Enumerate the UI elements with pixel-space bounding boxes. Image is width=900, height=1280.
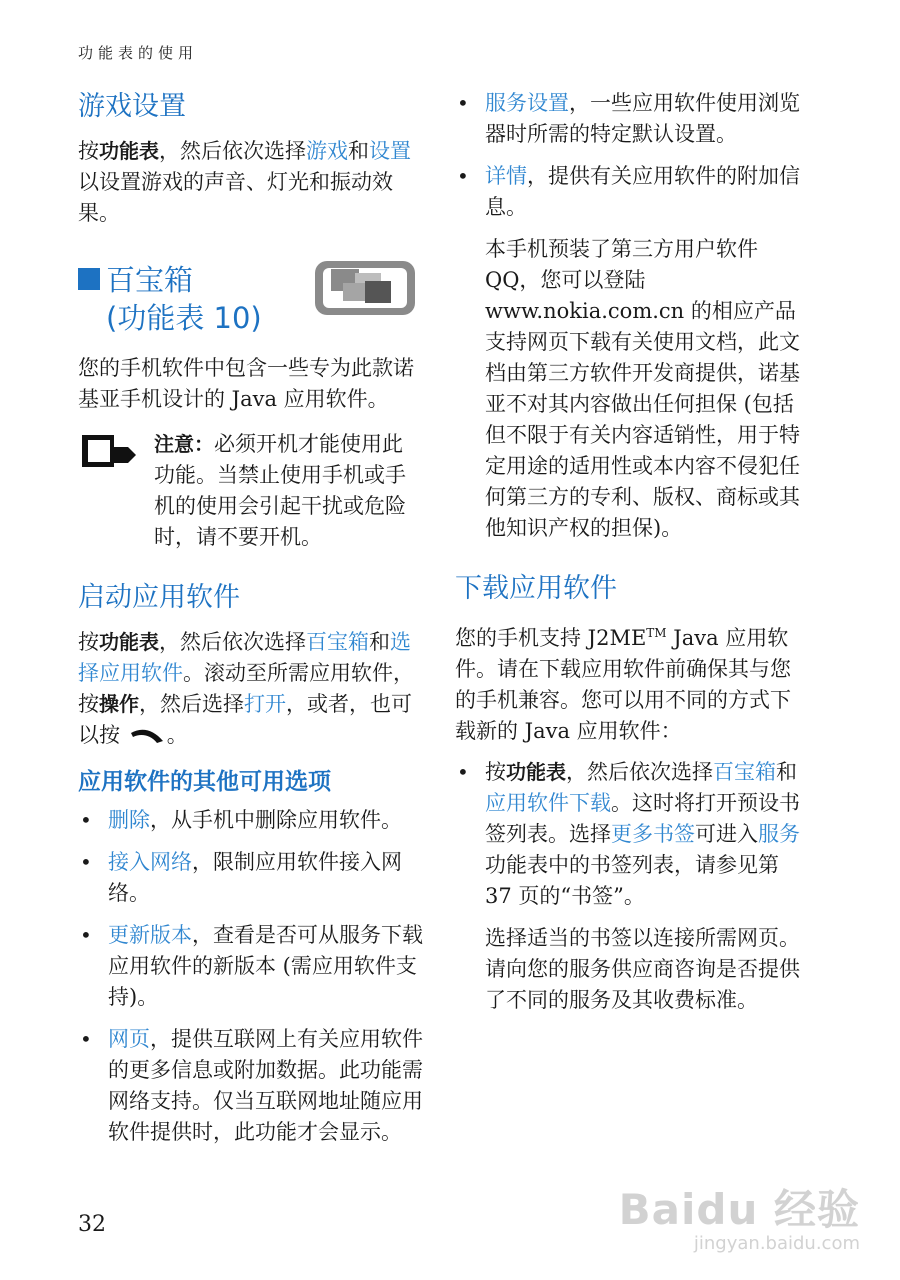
square-bullet-icon [78,268,100,290]
launch-paragraph: 按功能表，然后依次选择百宝箱和选择应用软件。滚动至所需应用软件，按操作，然后选择打开，或者，也可以按 。 [78,630,414,747]
toolbox-subheading: (功能表 10) [106,301,262,335]
note-text: 注意：必须开机才能使用此功能。当禁止使用手机或手机的使用会引起干扰或危险时，请不要开机。 [154,432,406,549]
link-network-access[interactable]: 接入网络 [108,850,192,874]
list-item: • 详情，提供有关应用软件的附加信息。 [455,161,800,223]
link-toolbox-2[interactable]: 百宝箱 [713,760,776,784]
link-games[interactable]: 游戏 [306,139,348,163]
link-select-app[interactable]: 选择应用软件 [78,630,411,685]
link-service-settings[interactable]: 服务设置 [485,91,569,115]
note-hand-icon [78,429,138,469]
toolbox-heading-block [78,261,423,341]
game-settings-heading: 游戏设置 [78,91,186,122]
right-column [455,88,800,1026]
apps-cards-icon [313,259,417,317]
list-item: • 服务设置，一些应用软件使用浏览器时所需的特定默认设置。 [455,88,800,150]
launch-heading: 启动应用软件 [78,582,240,613]
options-heading: 应用软件的其他可用选项 [78,769,331,795]
call-key-icon [127,725,167,745]
watermark-logo: Baidu 经验 [618,1185,860,1234]
link-more-bookmarks[interactable]: 更多书签 [611,822,695,846]
link-services[interactable]: 服务 [758,822,800,846]
download-note: 选择适当的书签以连接所需网页。请向您的服务供应商咨询是否提供了不同的服务及其收费标准。 [485,926,800,1012]
note-block [78,429,423,553]
link-settings[interactable]: 设置 [369,139,411,163]
page-number: 32 [78,1212,106,1237]
download-heading: 下载应用软件 [455,573,617,604]
download-paragraph: 您的手机支持 J2ME™ Java 应用软件。请在下载应用软件前确保其与您的手机兼容。您可以用不同的方式下载新的 Java 应用软件： [455,626,791,743]
toolbox-intro: 您的手机软件中包含一些专为此款诺基亚手机设计的 Java 应用软件。 [78,356,414,411]
download-list [455,757,800,912]
more-options-list [455,88,800,223]
toolbox-heading: 百宝箱 [78,261,423,299]
link-app-download[interactable]: 应用软件下载 [485,791,611,815]
running-header: 功能表的使用 [78,44,199,62]
options-list [78,805,423,1148]
list-item: • 接入网络，限制应用软件接入网络。 [78,847,423,909]
list-item: • 网页，提供互联网上有关应用软件的更多信息或附加数据。此功能需网络支持。仅当互联网地址随应用软件提供时，此功能才会显示。 [78,1024,423,1148]
list-item: • 删除，从手机中删除应用软件。 [78,805,423,836]
watermark [619,1177,860,1254]
watermark-url: jingyan.baidu.com [693,1233,860,1254]
link-update-version[interactable]: 更新版本 [108,923,192,947]
link-details[interactable]: 详情 [485,164,527,188]
qq-paragraph: 本手机预装了第三方用户软件 QQ，您可以登陆 www.nokia.com.cn 的相应产品支持网页下载有关使用文档，此文档由第三方软件开发商提供，诺基亚不对其内容做出任何担保 (包括但不限于有关内容适销性，用于特定用途的适用性或本内容不侵犯任何第三方的专利、版权、商标或其他知识产权的担保)。 [485,237,800,540]
link-delete[interactable]: 删除 [108,808,150,832]
game-settings-paragraph: 按功能表，然后依次选择游戏和设置以设置游戏的声音、灯光和振动效果。 [78,139,411,225]
left-column [78,88,423,1159]
link-open[interactable]: 打开 [244,692,286,716]
list-item: • 按功能表，然后依次选择百宝箱和应用软件下载。这时将打开预设书签列表。选择更多书签可进入服务功能表中的书签列表，请参见第 37 页的“书签”。 [455,757,800,912]
link-toolbox[interactable]: 百宝箱 [306,630,369,654]
link-webpage[interactable]: 网页 [108,1027,150,1051]
list-item: • 更新版本，查看是否可从服务下载应用软件的新版本 (需应用软件支持)。 [78,920,423,1013]
